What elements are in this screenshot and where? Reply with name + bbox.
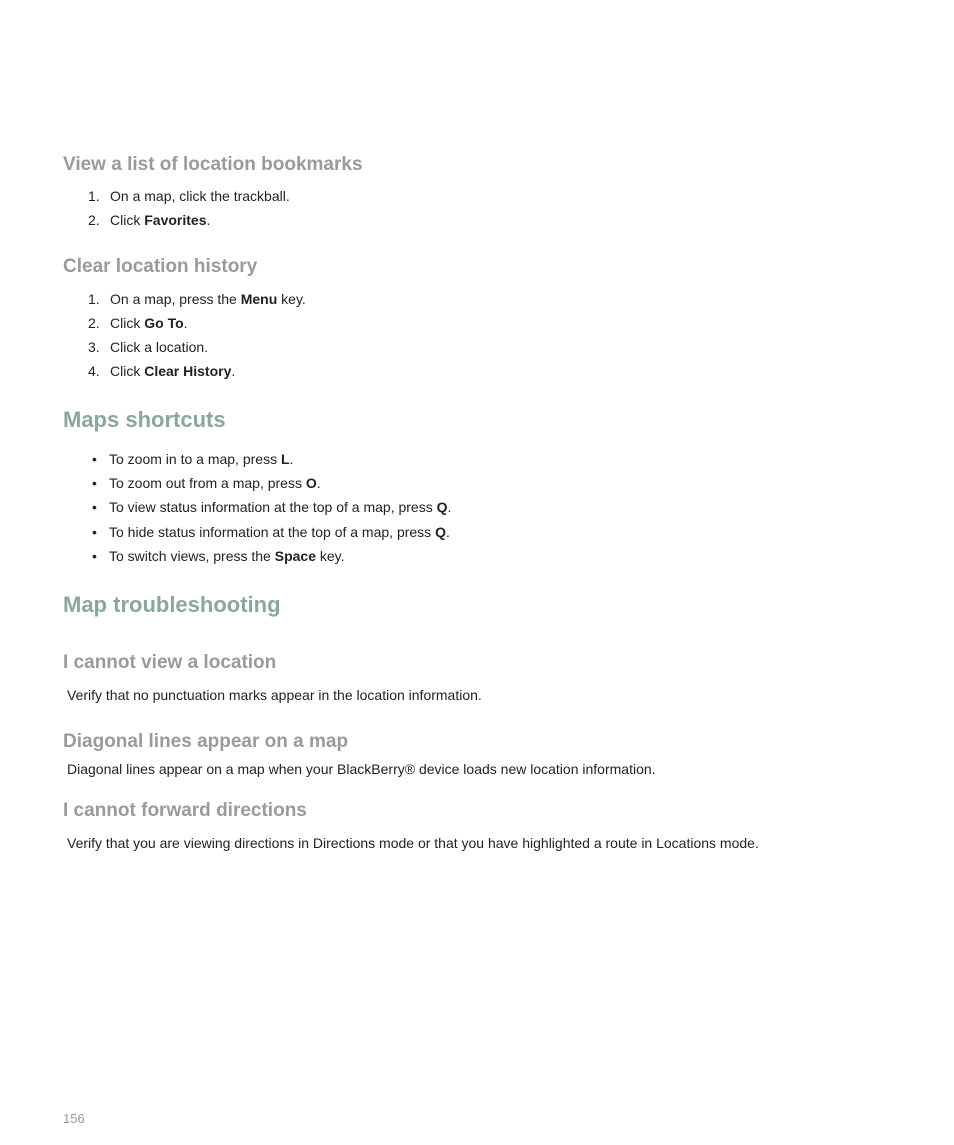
history-step-3 [0,338,954,356]
page-number: 156 [63,1111,85,1126]
step-number: 1. [88,291,100,307]
shortcut-text: To zoom out from a map, press O. [109,475,321,491]
shortcut-text: To switch views, press the Space key. [109,548,345,564]
bullet-icon: • [92,548,97,564]
bullet-icon: • [92,475,97,491]
shortcut-item-5 [0,547,954,565]
step-number: 2. [88,315,100,331]
shortcut-item-2 [0,474,954,492]
section-title-troubleshooting: Map troubleshooting [63,592,281,617]
step-number: 1. [88,188,100,204]
bullet-icon: • [92,524,97,540]
step-text: Click a location. [110,339,209,355]
step-text: Click Go To. [110,315,188,331]
bullet-icon: • [92,451,97,467]
section-title-history: Clear location history [63,256,258,277]
step-text: Click Favorites. [110,212,211,228]
shortcut-item-4 [0,523,954,541]
history-step-2 [0,314,954,332]
bookmarks-step-1 [0,187,954,205]
section-title-shortcuts: Maps shortcuts [63,407,226,432]
topic-text-diagonal-lines: Diagonal lines appear on a map when your BlackBerry® device loads new location information. [67,761,656,777]
shortcut-text: To view status information at the top of a map, press Q. [109,499,452,515]
topic-text-cannot-view: Verify that no punctuation marks appear in the location information. [67,687,482,703]
step-text: On a map, press the Menu key. [110,291,306,307]
bullet-icon: • [92,499,97,515]
shortcut-item-3 [0,498,954,516]
history-step-1 [0,290,954,308]
shortcut-item-1 [0,450,954,468]
step-text: On a map, click the trackball. [110,188,290,204]
history-step-4 [0,362,954,380]
shortcut-text: To zoom in to a map, press L. [109,451,294,467]
step-text: Click Clear History. [110,363,236,379]
shortcut-text: To hide status information at the top of a map, press Q. [109,524,450,540]
section-title-bookmarks: View a list of location bookmarks [63,154,363,175]
topic-title-cannot-forward: I cannot forward directions [63,800,307,821]
step-number: 2. [88,212,100,228]
step-number: 3. [88,339,100,355]
step-number: 4. [88,363,100,379]
topic-title-diagonal-lines: Diagonal lines appear on a map [63,731,349,752]
topic-title-cannot-view: I cannot view a location [63,652,277,673]
topic-text-cannot-forward: Verify that you are viewing directions in Directions mode or that you have highlighted a route in Locations mode. [67,835,759,851]
bookmarks-step-2 [0,211,954,229]
